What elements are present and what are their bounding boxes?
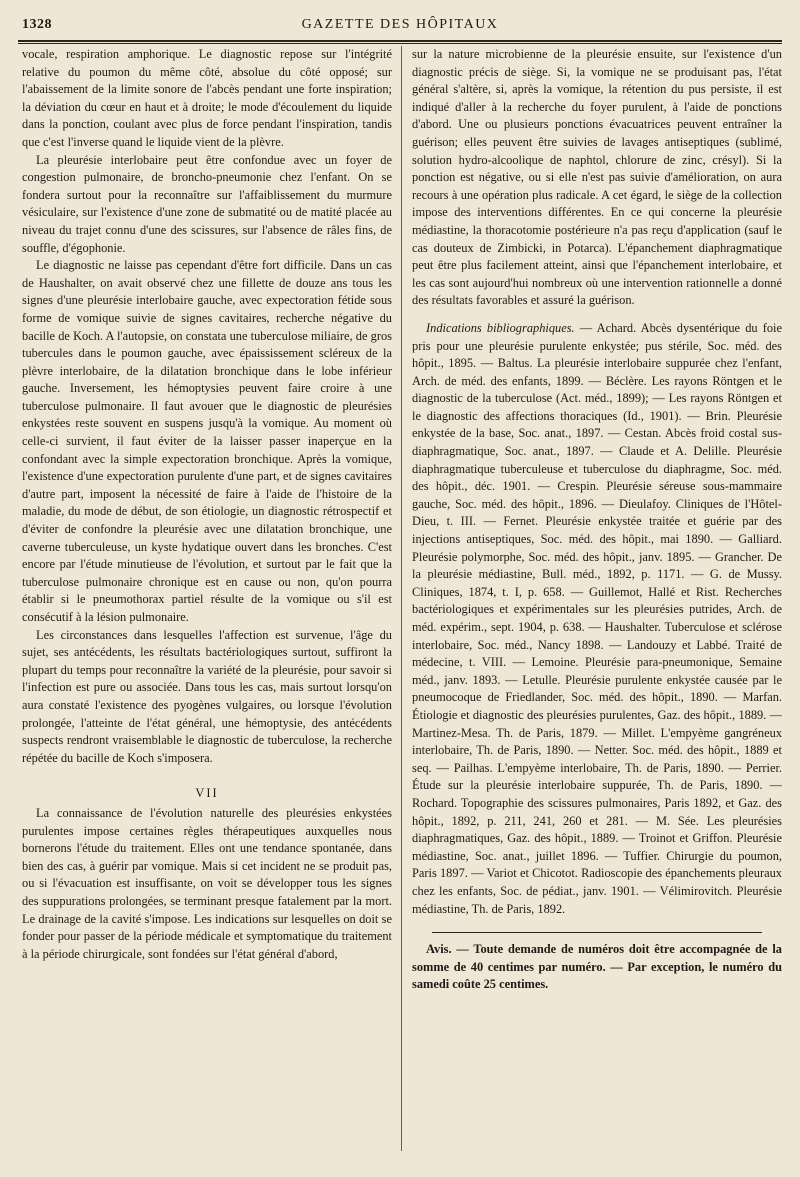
reference-entry: Dieulafoy. Cliniques de l'Hôtel-Dieu, t. III. — — [412, 497, 782, 529]
reference-entry: M. Sée. Les pleurésies diaphragmatiques, Gaz. des hôpit., 1889. — — [412, 814, 782, 846]
reference-entry: Rochard. Topographie des scissures pulmonaires, Paris 1892, et Gaz. des hôpit., 1892, p. 211, 241, 260 et 281. — — [412, 796, 782, 828]
reference-entry: Variot et Chicotot. Radioscopie des épanchements pleuraux chez les enfants, Soc. de pédiat., janv. 1901. — — [412, 866, 782, 898]
header-rule — [18, 43, 782, 44]
reference-entry: Fernet. Pleurésie enkystée traitée et guérie par des injections antiseptiques, Soc. méd. des hôpit., mai 1890. — — [412, 514, 782, 546]
body-paragraph: La pleurésie interlobaire peut être confondue avec un foyer de congestion pulmonaire, de broncho-pneumonie chez l'enfant. On se fondera surtout pour la reconnaître sur l'affaiblissement du murmure vésiculaire, sur l'existence d'une zone de submatité ou de matité placée au niveau du trajet connu d'une des scissures, sur l'absence de râles fins, de souffle, d'égophonie. — [22, 152, 392, 255]
body-paragraph: Les circonstances dans lesquelles l'affection est survenue, l'âge du sujet, ses antécédents, les résultats bactériologiques surtout, suffiront la plupart du temps pour reconnaître la variété de la pleurésie, pour savoir si l'infection est pure ou associée. Dans tous les cas, mais surtout lorsqu'on aura constaté l'existence des pyogènes vulgaires, ou lorsque l'évolution prolongée, l'atteinte de l'état général, une hémoptysie, des antécédents suspects rendront vraisemblable le diagnostic de tuberculose, la recherche répétée du bacille de Koch s'imposera. — [22, 627, 392, 765]
reference-entry: Guillemot, Hallé et Rist. Recherches bactériologiques et expérimentales sur les pleurésies putrides, Arch. de méd. expérim., sept. 1904, p. 638. — — [412, 585, 782, 634]
reference-entry: Troinot et Griffon. Pleurésie médiastine, Soc. anat., juillet 1896. — — [412, 831, 782, 863]
spacer — [412, 310, 782, 320]
reference-entry: Claude et A. Delille. Pleurésie diaphragmatique tuberculeuse et tuberculose du diaphragme, Soc. méd. des hôpit., déc. 1901. — — [412, 444, 782, 493]
reference-entry: Millet. L'empyème gangréneux interlobaire, Th. de Paris, 1890. — — [412, 726, 782, 758]
notice-separator — [432, 932, 762, 933]
reference-entry: Cestan. Abcès froid costal sus-diaphragmatique, Soc. anat., 1897. — — [412, 426, 782, 458]
reference-entry: Brin. Pleurésie enkystée de la base, Soc. anat., 1897. — — [412, 409, 782, 441]
reference-entry: Marfan. Étiologie et diagnostic des pleurésies purulentes, Gaz. des hôpit., 1889. — — [412, 690, 782, 722]
reference-entry: Pailhas. L'empyème interlobaire, Th. de Paris, 1890. — — [454, 761, 746, 775]
body-paragraph: La connaissance de l'évolution naturelle des pleurésies enkystées purulentes impose certaines règles thérapeutiques auxquelles nous bornerons l'étude du traitement. Elles ont une tendance spontanée, dans bien des cas, à guérir par vomique. Mais si cet incident ne se produit pas, ou si l'évacuation est insuffisante, on voit se développer tous les signes des suppurations prolongées, se terminant presque fatalement par la mort. Le drainage de la cavité s'impose. Les indications sur lesquelles on doit se fonder pour passer de la période médicale et symptomatique du traitement à la période chirurgicale, sont fondées sur l'état général d'abord, — [22, 805, 392, 961]
right-column — [412, 46, 782, 1151]
page-number: 1328 — [22, 17, 52, 32]
left-column — [22, 46, 392, 1151]
heading-dash: — — [579, 320, 597, 335]
reference-entry: Lemoine. Pleurésie para-pneumonique, Semaine méd., janv. 1893. — — [412, 655, 782, 687]
reference-entry: Tuffier. Chirurgie du poumon, Paris 1897. — — [412, 849, 782, 881]
reference-entry: Haushalter. Tuberculose et sclérose interlobaire, Soc. méd., Nancy 1898. — — [412, 620, 782, 652]
reference-entry: Baltus. La pleurésie interlobaire suppurée chez l'enfant, Arch. de méd. des enfants, 1899. — — [412, 356, 782, 388]
body-paragraph: vocale, respiration amphorique. Le diagnostic repose sur l'intégrité relative du poumon du même côté, absolue du côté opposé; sur l'abaissement de la limite sonore de l'abcès pendant une forte inspiration; la déviation du cœur en haut et à droite; le mode d'écoulement du liquide dans la ponction, coulant avec plus de force pendant l'inspiration, tandis que c'est l'inverse quand le liquide vient de la plèvre. — [22, 47, 392, 149]
reference-entry: Vélimirovitch. Pleurésie médiastine, Th. de Paris, 1892. — [412, 883, 782, 916]
references-heading: Indications bibliographiques. — [426, 320, 575, 335]
reference-entry: Achard. Abcès dysentérique du foie pris pour une pleurésie purulente enkystée; pus stérile, Soc. méd. des hôpit., 1895. — — [412, 321, 782, 370]
references-list — [412, 321, 782, 916]
reference-entry: Galliard. Pleurésie polymorphe, Soc. méd. des hôpit., janv. 1895. — — [412, 532, 782, 564]
journal-title: GAZETTE DES HÔPITAUX — [301, 17, 499, 32]
reference-entry: Netter. Soc. méd. des hôpit., 1889 et seq. — — [412, 743, 782, 775]
column-divider — [401, 46, 402, 1151]
reference-entry: Crespin. Pleurésie séreuse sous-mammaire gauche, Soc. méd. des hôpit., 1896. — — [412, 479, 782, 511]
reference-entry: Martinez-Mesa. Th. de Paris, 1879. — — [412, 726, 621, 740]
reference-entry: Béclère. Les rayons Röntgen et le diagnostic de la tuberculose (Act. méd., 1899); — — [412, 374, 782, 406]
reference-entry: Perrier. Étude sur la pleurésie interlobaire suppurée, Th. de Paris, 1890. — — [412, 761, 782, 793]
reference-entry: Grancher. De la pleurésie médiastine, Bull. méd., 1892, p. 1171. — — [412, 550, 782, 582]
reference-entry: Landouzy et Labbé. Traité de médecine, t. VIII. — — [412, 638, 782, 670]
body-paragraph: Le diagnostic ne laisse pas cependant d'être fort difficile. Dans un cas de Haushalter, on avait observé chez une fillette de douze ans tous les signes d'une pleurésie interlobaire gauche, avec expectoration fétide sous forme de vomique suivie de signes cavitaires, recherche négative du bacille de Koch. A l'autopsie, on constata une tuberculose miliaire, de gros tubercules dans le poumon gauche, avec épaississement scléreux de la plèvre interlobaire, de la dilatation bronchique dans le lobe inférieur gauche. Inversement, les hémoptysies peuvent faire croire à une tuberculose pulmonaire. Il faut avouer que le diagnostic de pleurésies enkystées reste souvent en suspens jusqu'à la vomique. Au moment où celle-ci survient, il faut éviter de la laisser passer inaperçue en la confondant avec la simple expectoration bronchique. Après la vomique, l'existence d'une expectoration purulente d'une part, et de signes cavitaires d'autre part, imposent la nécessité de faire à l'aide de l'histoire de la maladie, du mode de début, de son étiologie, un diagnostic rétrospectif et d'éviter de confondre la pleurésie avec une dilatation bronchique, une caverne tuberculeuse, un kyste hydatique ouvert dans les bronches. C'est encore par l'étude minutieuse de l'évolution, et surtout par le fait que la tuberculose pulmonaire chronique est en cause ou non, qu'on pourra établir si le pneumothorax partiel résulte de la vomique ou s'il est consécutif à la lésion pulmonaire. — [22, 258, 392, 624]
body-paragraph: sur la nature microbienne de la pleurésie ensuite, sur l'existence d'un diagnostic précis de siège. Si, la vomique ne se produisant pas, l'état général s'altère, si, après la vomique, la rétention du pus persiste, il est indiqué d'aller à la recherche du foyer purulent, à l'aide de ponctions d'abord. Une ou plusieurs ponctions évacuatrices peuvent entraîner la guérison; elles peuvent être suivies de lavages antiseptiques (sublimé, solution hydro-alcoolique de naphtol, chlorure de zinc, crésyl). Si la ponction est négative, ou si elle n'est pas suivie d'amélioration, on aura recours à une opération plus radicale. A cet égard, le siège de la collection impose des interventions différentes. En ce qui concerne la pleurésie médiastine, la thoracotomie postérieure n'a pas reçu d'application (sauf le cas douteux de Zimbicki, in Potarca). L'épanchement diaphragmatique peut être plus facilement atteint, ainsi que l'épanchement interlobaire, et les cas sont aujourd'hui nombreux où une intervention rationnelle a donné des résultats favorables et assuré la guérison. — [412, 47, 782, 308]
page-header — [18, 12, 782, 42]
notice: Avis. — Toute demande de numéros doit être accompagnée de la somme de 40 centimes par numéro. — Par exception, le numéro du samedi coûte 25 centimes. — [412, 942, 782, 992]
reference-entry: Letulle. Pleurésie purulente enkystée causée par le pneumocoque de Friedlander, Soc. méd. des hôpit., 1890. — — [412, 673, 782, 705]
reference-entry: Les rayons Röntgen et le diagnostic des affections thoraciques (Id., 1901). — — [412, 391, 782, 423]
reference-entry: G. de Mussy. Cliniques, 1874, t. I, p. 658. — — [412, 567, 782, 599]
bibliography — [412, 320, 782, 918]
section-heading: VII — [195, 786, 219, 801]
